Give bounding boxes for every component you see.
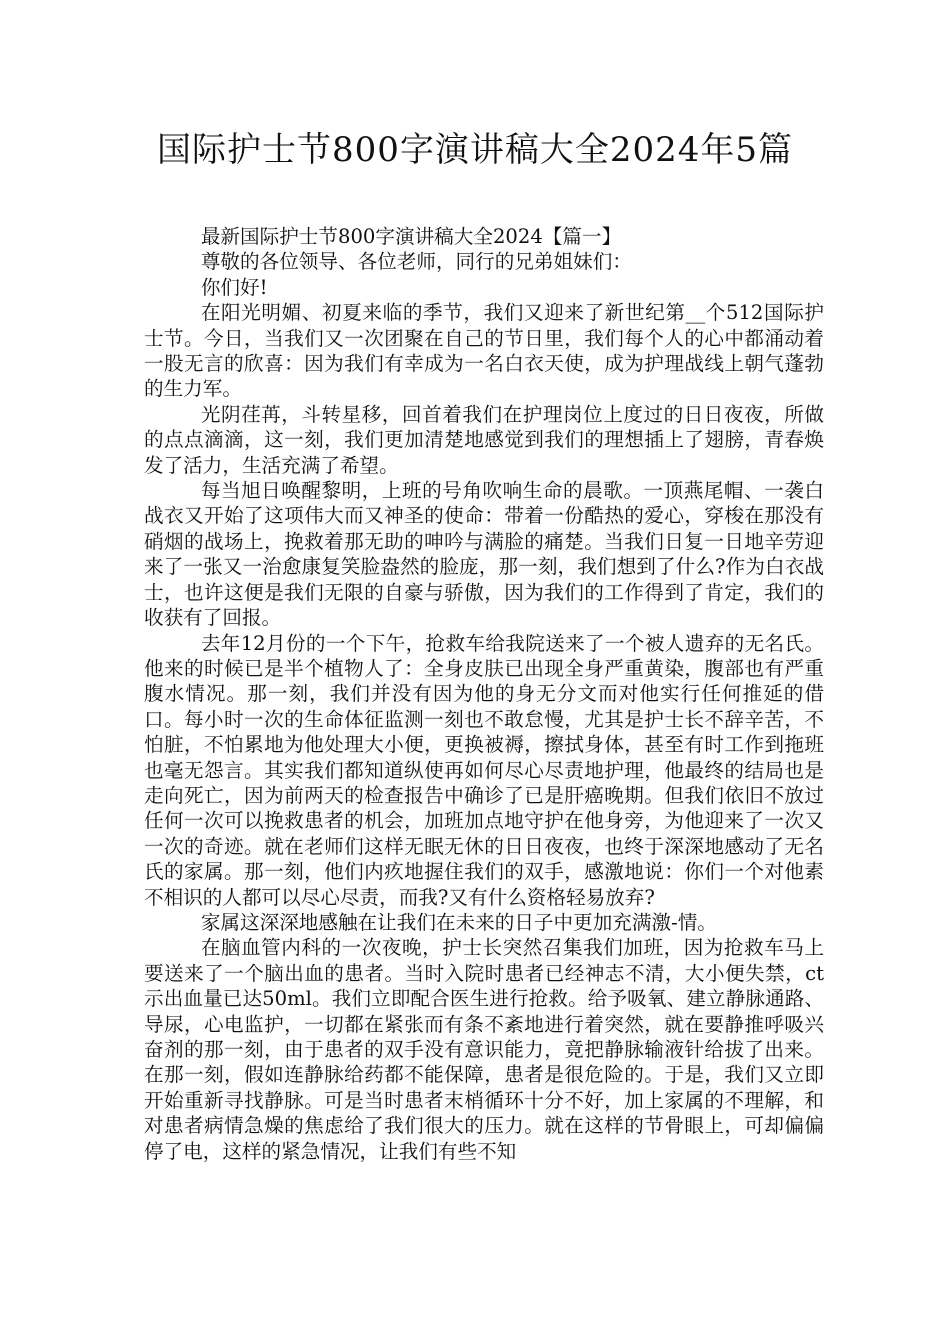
salutation: 尊敬的各位领导、各位老师，同行的兄弟姐妹们： — [200, 250, 632, 274]
document-title: 国际护士节800字演讲稿大全2024年5篇 — [156, 130, 794, 170]
paragraph: 在脑血管内科的一次夜晚，护士长突然召集我们加班，因为抢救车马上要送来了一个脑出血的患者。当时入院时患者已经神志不清，大小便失禁，ct示出血量已达50ml。我们立即配合医生进行抢救。给予吸氧、建立静脉通路、导尿，心电监护，一切都在紧张而有条不紊地进行着突然，就在要静推呼吸兴奋剂的那一刻，由于患者的双手没有意识能力，竟把静脉输液针给拔了出来。在那一刻，假如连静脉给药都不能保障，患者是很危险的。于是，我们又立即开始重新寻找静脉。可是当时患者末梢循环十分不好，加上家属的不理解，和对患者病情急燥的焦虑给了我们很大的压力。就在这样的节骨眼上，可却偏偏停了电，这样的紧急情况，让我们有些不知 — [144, 936, 824, 1163]
paragraph: 每当旭日唤醒黎明，上班的号角吹响生命的晨歌。一顶燕尾帽、一袭白战衣又开始了这项伟大而又神圣的使命：带着一份酷热的爱心，穿梭在那没有硝烟的战场上，挽救着那无助的呻吟与满脸的痛楚。当我们日复一日地辛劳迎来了一张又一治愈康复笑脸盎然的脸庞，那一刻，我们想到了什么?作为白衣战士，也许这便是我们无限的自豪与骄傲，因为我们的工作得到了肯定，我们的收获有了回报。 — [144, 479, 824, 630]
section-heading: 最新国际护士节800字演讲稿大全2024【篇一】 — [200, 225, 622, 248]
greeting: 你们好! — [200, 275, 268, 299]
paragraph: 光阴荏苒，斗转星移，回首着我们在护理岗位上度过的日日夜夜，所做的点点滴滴，这一刻，我们更加清楚地感觉到我们的理想插上了翅膀，青春焕发了活力，生活充满了希望。 — [144, 402, 824, 477]
paragraph: 在阳光明媚、初夏来临的季节，我们又迎来了新世纪第__个512国际护士节。今日，当我们又一次团聚在自己的节日里，我们每个人的心中都涌动着一股无言的欣喜：因为我们有幸成为一名白衣天使，成为护理战线上朝气蓬勃的生力军。 — [144, 301, 824, 401]
paragraph: 去年12月份的一个下午，抢救车给我院送来了一个被人遗弃的无名氏。他来的时候已是半个植物人了：全身皮肤已出现全身严重黄染，腹部也有严重腹水情况。那一刻，我们并没有因为他的身无分文而对他实行任何推延的借口。每小时一次的生命体征监测一刻也不敢怠慢，尤其是护士长不辞辛苦，不怕脏，不怕累地为他处理大小便，更换被褥，擦拭身体，甚至有时工作到拖班也毫无怨言。其实我们都知道纵使再如何尽心尽责地护理，他最终的结局也是走向死亡，因为前两天的检查报告中确诊了已是肝癌晚期。但我们依旧不放过任何一次可以挽救患者的机会，加班加点地守护在他身旁，为他迎来了一次又一次的奇迹。就在老师们这样无眠无休的日日夜夜，也终于深深地感动了无名氏的家属。那一刻，他们内疚地握住我们的双手，感激地说：你们一个对他素不相识的人都可以尽心尽责，而我?又有什么资格轻易放弃? — [144, 631, 824, 909]
paragraph: 家属这深深地感触在让我们在未来的日子中更加充满激-情。 — [200, 910, 717, 934]
document-body — [144, 224, 824, 1164]
